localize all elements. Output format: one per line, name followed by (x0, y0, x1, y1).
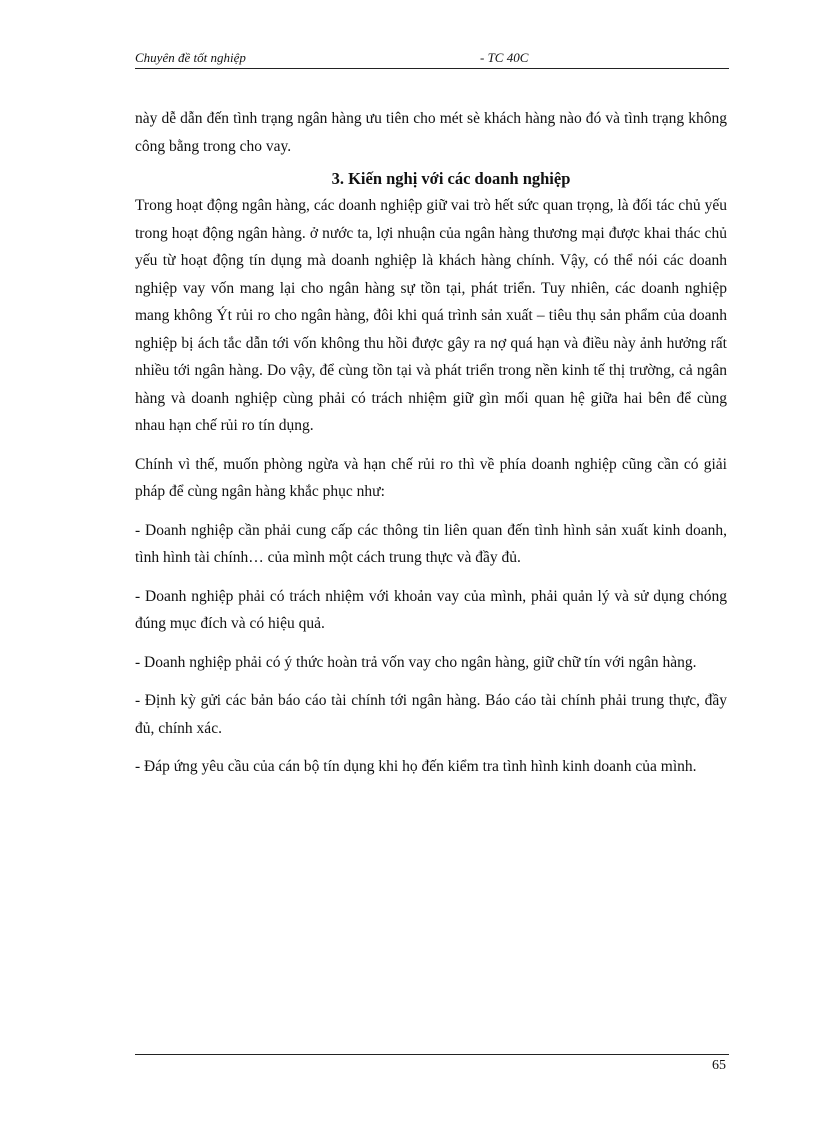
page-number: 65 (712, 1058, 726, 1073)
intro-paragraph: này dễ dẫn đến tình trạng ngân hàng ưu tiên cho mét sè khách hàng nào đó và tình trạng không công bằng trong cho vay. (135, 110, 727, 155)
list-item: - Định kỳ gửi các bản báo cáo tài chính tới ngân hàng. Báo cáo tài chính phải trung thực, đầy đủ, chính xác. (135, 692, 727, 737)
list-item: - Doanh nghiệp phải có trách nhiệm với khoản vay của mình, phải quản lý và sử dụng chóng đúng mục đích và có hiệu quả. (135, 587, 727, 632)
page-header (135, 50, 729, 69)
body-paragraph: Chính vì thế, muốn phòng ngừa và hạn chế rủi ro thì về phía doanh nghiệp cũng cần có giải pháp để cùng ngân hàng khắc phục như: (135, 455, 727, 500)
document-body (135, 105, 727, 781)
list-item: - Đáp ứng yêu cầu của cán bộ tín dụng khi họ đến kiểm tra tình hình kinh doanh của mình. (135, 758, 697, 775)
header-class-code: - TC 40C (480, 50, 529, 65)
header-title: Chuyên đề tốt nghiệp (135, 50, 246, 65)
section-heading: 3. Kiến nghị với các doanh nghiệp (331, 169, 571, 188)
footer-divider (135, 1054, 729, 1055)
body-paragraph: Trong hoạt động ngân hàng, các doanh nghiệp giữ vai trò hết sức quan trọng, là đối tác chủ yếu trong hoạt động ngân hàng. ở nước ta, lợi nhuận của ngân hàng thương mại được khai thác chủ yếu từ hoạt động tín dụng mà doanh nghiệp là khách hàng chính. Vậy, có thể nói các doanh nghiệp vay vốn mang lại cho ngân hàng sự tồn tại, phát triển. Tuy nhiên, các doanh nghiệp mang không Ýt rủi ro cho ngân hàng, đôi khi quá trình sản xuất – tiêu thụ sản phẩm của doanh nghiệp bị ách tắc dẫn tới vốn không thu hồi được gây ra nợ quá hạn và điều này ảnh hưởng rất nhiều tới ngân hàng. Do vậy, để cùng tồn tại và phát triển trong nền kinh tế thị trường, cả ngân hàng và doanh nghiệp cùng phải có trách nhiệm giữ gìn mối quan hệ giữa hai bên để cùng nhau hạn chế rủi ro tín dụng. (135, 197, 727, 434)
list-item: - Doanh nghiệp cần phải cung cấp các thông tin liên quan đến tình hình sản xuất kinh doanh, tình hình tài chính… của mình một cách trung thực và đầy đủ. (135, 521, 727, 566)
list-item: - Doanh nghiệp phải có ý thức hoàn trả vốn vay cho ngân hàng, giữ chữ tín với ngân hàng. (135, 653, 697, 671)
